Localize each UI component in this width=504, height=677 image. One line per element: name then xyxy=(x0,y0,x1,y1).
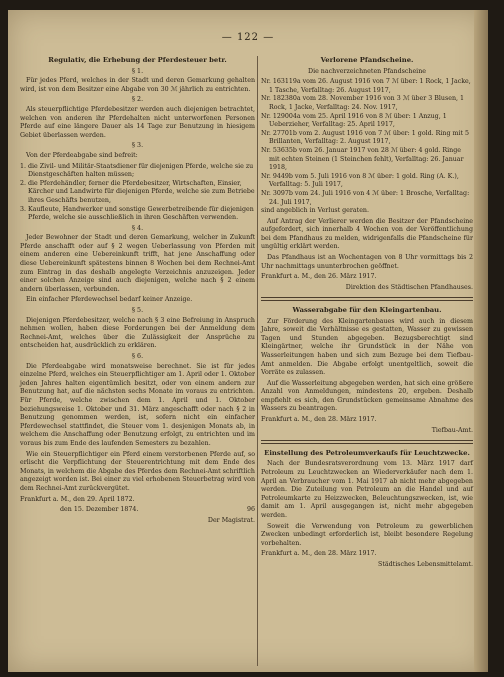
pawn-entry: Nr. 9449b vom 5. Juli 1916 von 8 ℳ über: 1 gold. Ring (A. K.), Verfalltag: 5. Juli 1917, xyxy=(261,172,459,189)
list-item: 2. die Pferdehändler, ferner die Pferdebesitzer, Wirtschaften, Einsier, Kärcher und Landwirte für diejenigen Pferde, welche sie zum Betriebe ihres Geschäfts benutzen, xyxy=(20,179,255,204)
list-item: 1. die Zivil- und Militär-Staatsdiener für diejenigen Pferde, welche sie zu Dienstgeschäften halten müssen; xyxy=(20,162,254,179)
right-column xyxy=(261,54,473,569)
section-number: § 4. xyxy=(131,224,144,232)
regulation-heading: Regulativ, die Erhebung der Pferdesteuer betr. xyxy=(48,56,227,64)
page-gutter xyxy=(474,10,488,672)
notice-text: Auf die Wasserleitung abgegeben werden, hat sich eine größere Anzahl von Anmeldungen, mindestens 20, ergeben. Deshalb empfiehlt es sich, den Grundstücken gemeinsame Abnahme des Wassers zu beantragen. xyxy=(261,379,473,413)
pawn-entry: Nr. 3097b vom 24. Juli 1916 von 4 ℳ über: 1 Brosche, Verfalltag: 24. Juli 1917, xyxy=(261,189,470,206)
notice-heading: Wasserabgabe für den Kleingartenbau. xyxy=(292,305,442,314)
place: Frankfurt a. M., xyxy=(20,495,72,503)
section-text: Diejenigen Pferdebesitzer, welche nach § 3 eine Befreiung in Anspruch nehmen wollen, haben diese Forderungen bei der Anmeldung dem Rechnei-Amt, welches über die Zulässigkeit der Ansprüche zu entscheiden hat, ausdrücklich zu erklären. xyxy=(20,316,255,350)
separator xyxy=(261,297,473,301)
section-number: § 5. xyxy=(131,307,144,315)
pawn-entry: Nr. 182380a vom 28. November 1916 von 3 ℳ über 3 Blusen, 1 Rock, 1 Jacke, Verfalltag: 24. Nov. 1917, xyxy=(261,95,465,111)
section-number: § 3. xyxy=(131,142,144,150)
notice-status: sind angeblich in Verlust geraten. xyxy=(261,207,369,215)
notice-place-date: Frankfurt a. M., den 28. März 1917. xyxy=(261,550,377,558)
date-line xyxy=(20,506,255,515)
left-column xyxy=(20,54,255,525)
section-number: § 6. xyxy=(131,353,144,360)
notice-signature: Direktion des Städtischen Pfandhauses. xyxy=(345,283,473,291)
section-number: § 1. xyxy=(131,67,144,75)
notice-heading: Verlorene Pfandscheine. xyxy=(320,56,414,64)
document-page xyxy=(8,10,488,672)
date: den 15. Dezember 1874. xyxy=(60,506,139,514)
page-number: — 122 — xyxy=(221,32,275,43)
date: den 29. April 1872. xyxy=(73,495,135,503)
section-text: Von der Pferdeabgabe sind befreit: xyxy=(26,151,138,159)
notice-heading: Einstellung des Petroleumverkaufs für Leuchtzwecke. xyxy=(264,448,470,457)
notice-signature: Städtisches Lebensmittelamt. xyxy=(378,560,473,568)
pawn-entry: Nr. 129004a vom 25. April 1916 von 8 ℳ über: 1 Anzug, 1 Ueberzieher, Verfalltag: 25. April 1917, xyxy=(261,112,447,129)
separator xyxy=(261,440,473,444)
notice-place-date: Frankfurt a. M., den 28. März 1917. xyxy=(261,416,377,424)
section-text: Als steuerpflichtige Pferdebesitzer werden auch diejenigen betrachtet, welchen von anderen ihr Pferdehalten nicht unterworfenen Personen Pferde auf eine längere Dauer als 14 Tage zur Benutzung in hiesigem Gebiet überlassen werden. xyxy=(20,105,255,139)
notice-place-date: Frankfurt a. M., den 26. März 1917. xyxy=(261,273,377,281)
section-note: Ein einfacher Pferdewechsel bedarf keiner Anzeige. xyxy=(26,296,193,304)
pawn-entry: Nr. 27701b vom 2. August 1916 von 7 ℳ über: 1 gold. Ring mit 5 Brillanten, Verfalltag: 2. August 1917, xyxy=(261,129,470,146)
section-number: § 2. xyxy=(131,96,144,104)
notice-text: Nach der Bundesratsverordnung vom 13. März 1917 darf Petroleum zu Leuchtzwecken an Wiederverkäufer nach dem 1. April an Verbraucher vom 1. Mai 1917 ab nicht mehr abgegeben werden. Die Zuteilung von Petroleum an die Handel und auf Petroleumkarte zu Heizzwecken, Beleuchtungszwecken, ist, wie damit am 1. April ausgegangen ist, nicht mehr abgegeben werden. xyxy=(261,460,473,519)
place-date xyxy=(20,496,255,505)
notice-text: Das Pfandhaus ist an Wochentagen von 8 Uhr vormittags bis 2 Uhr nachmittags ununterbrochen geöffnet. xyxy=(261,254,473,270)
notice-subheading: Die nachverzeichneten Pfandscheine xyxy=(308,67,426,75)
notice-text: Auf Antrag der Verlierer werden die Besitzer der Pfandscheine aufgefordert, sich innerhalb 4 Wochen von der Veröffentlichung bei dem Pfandhaus zu melden, widrigenfalls die Pfandscheine für ungültig erklärt werden. xyxy=(261,217,473,251)
section-text: Wie ein Steuerpflichtiger ein Pferd einem verstorbenen Pferde auf, so erlischt die Verpflichtung der Steuerentrichtung mit dem Ende des Monats, in welchem die Abgabe des Pferdes dem Rechnei-Amt schriftlich angezeigt worden ist. Bei einer zu viel erhobenen Steuerbetrag wird von dem Rechnei-Amt zurückvergütet. xyxy=(20,450,255,492)
signature: Der Magistrat. xyxy=(207,516,255,524)
notice-text: Soweit die Verwendung von Petroleum zu gewerblichen Zwecken unbedingt erforderlich ist, bleibt besondere Regelung vorbehalten. xyxy=(261,522,473,547)
list-item: 3. Kaufleute, Handwerker und sonstige Gewerbetreibende für diejenigen Pferde, welche sie ausschließlich in ihren Geschäften verwenden. xyxy=(20,205,254,222)
pawn-entry: Nr. 53635b vom 26. Januar 1917 von 28 ℳ über: 4 gold. Ringe mit echten Steinen (1 Steinchen fehlt), Verfalltag: 26. Januar 1918, xyxy=(261,146,464,172)
section-text: Die Pferdeabgabe wird monatsweise berechnet. Sie ist für jedes einzelne Pferd, welches ein Steuerpflichtiger am 1. April oder 1. Oktober jeden Jahres halten eigentümlich besitzt, oder von einem andern zur Benutzung hat, auf die nächsten sechs Monate im voraus zu entrichten. Für Pferde, welche zwischen dem 1. April und 1. Oktober beziehungsweise 1. Oktober und 31. März angeschafft oder nach § 2 in Benutzung genommen werden, ist, sofern nicht ein einfacher Pferdewechsel stattfindet, die Steuer vom 1. desjenigen Monats ab, in welchem die Anschaffung oder Benutzung erfolgt, zu entrichten und im voraus bis zum Ende des laufenden Semesters zu bezahlen. xyxy=(20,362,255,447)
notice-text: Zur Förderung des Kleingartenbaues wird auch in diesem Jahre, soweit die Verhältnisse es gestatten, Wasser zu gewissen Tagen und Stunden abgegeben. Bezugsberechtigt sind Kleingärtner, welche ihr Grundstück in der Nähe von Wasserleitungen haben und sich zum Bezuge bei dem Tiefbau-Amt anmelden. Die Abgabe erfolgt unentgeltlich, soweit die Vorräte es zulassen. xyxy=(261,317,473,377)
notice-signature: Tiefbau-Amt. xyxy=(431,426,473,434)
section-text: Jeder Bewohner der Stadt und deren Gemarkung, welcher in Zukunft Pferde anschafft oder auf § 2 wegen Ueberlassung von Pferden mit einem anderen eine Uebereinkunft trifft, hat jene Anschaffung oder diese Uebereinkunft spätestens binnen 8 Wochen bei dem Rechnei-Amt zum Eintrag in das deshalb angelegte Verzeichnis anzuzeigen. Jeder einer solchen Anzeige sind auch diejenigen, welche nach § 2 einem andern überlassen, verbunden. xyxy=(20,234,255,293)
reference-number: 96 xyxy=(246,506,255,514)
pawn-entry: Nr. 163119a vom 26. August 1916 von 7 ℳ über: 1 Rock, 1 Jacke, 1 Tasche, Verfalltag: 26. August 1917, xyxy=(261,78,471,94)
section-text: Für jedes Pferd, welches in der Stadt und deren Gemarkung gehalten wird, ist von dem Besitzer eine Abgabe von 30 ℳ jährlich zu entrichten. xyxy=(20,77,255,93)
column-divider xyxy=(257,56,258,666)
